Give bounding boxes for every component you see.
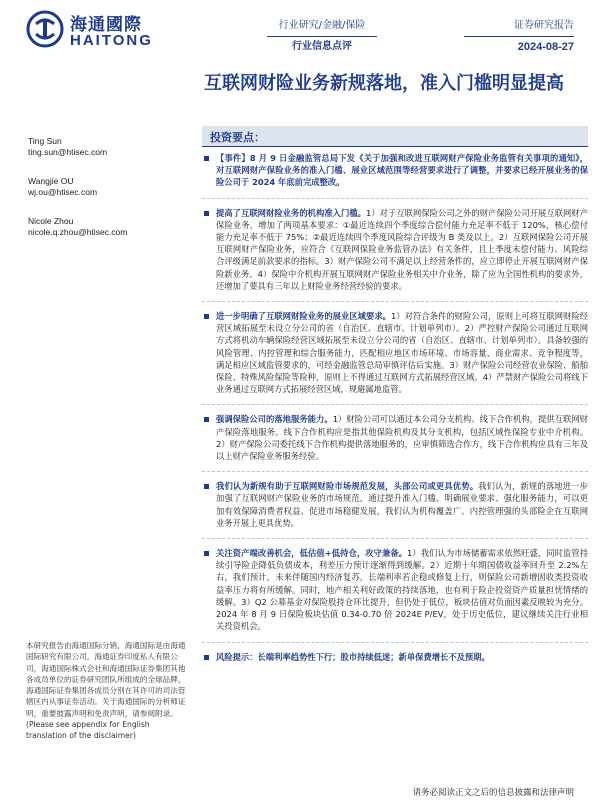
haitong-logo: [26, 8, 156, 58]
paragraph-lead: 强调保险公司的落地服务能力。: [216, 414, 333, 425]
report-category: 行业研究/金融/保险: [278, 20, 366, 31]
list-item: [202, 152, 588, 189]
list-item: [202, 207, 588, 292]
author-entry: [28, 136, 188, 158]
section-label: 投资要点：: [210, 131, 265, 144]
bullet-icon: [204, 551, 209, 556]
header-divider: [267, 36, 377, 37]
section-header: [202, 126, 588, 147]
paragraph-lead: 进一步明确了互联网财险业务的展业区域要求。: [216, 311, 392, 322]
divider: [202, 404, 588, 405]
author-email[interactable]: ting.sun@htisec.com: [28, 147, 108, 157]
report-date: 2024-08-27: [517, 41, 574, 53]
list-item: [202, 310, 588, 395]
bullet-icon: [204, 655, 209, 660]
footer-text: 请务必阅读正文之后的信息披露和法律声明: [412, 788, 574, 798]
header-divider: [464, 36, 574, 37]
paragraph-body: 1）对符合条件的财险公司，原则上可将互联网财险经营区域拓展至未设立分公司的省（自治区、直辖市、计划单列市）。2）严控财产保险公司通过互联网方式将机动车辆保险经营区域拓展至未设立分公司的省（自治区、直辖市、计划单列市）。具备较强的风险管理、内控管理和综合服务能力，匹配相应地区市场环境、市场容量、商业需求、竞争程度等，满足相应区域监管要求的，可经金融监管总局审慎评估后实施。3）财产保险公司经营农业保险、船舶保险、特殊风险保险等险种，原则上不得通过互联网方式拓展经营区域。4）严禁财产保险公司将线下业务通过互联网方式拓展经营区域，规避属地监管。: [216, 311, 588, 395]
bullet-icon: [204, 314, 209, 319]
bullet-icon: [204, 211, 209, 216]
report-label-block: [454, 18, 574, 55]
disclaimer-text: 本研究报告由海通国际分销，海通国际是由海通国际研究有限公司，海通证券印度私人有限公司，海通国际株式会社和海通国际证券集团其他各成员单位的证券研究团队所组成的全球品牌，海通国际证券集团各成员分别在其许可的司法管辖区内从事证券活动。关于海通国际的分析师证明，重要披露声明和免责声明，请参阅附录。(Please see appendix for English translation of the disclaimer): [26, 641, 186, 741]
bullet-icon: [204, 156, 209, 161]
author-email[interactable]: wj.ou@htisec.com: [28, 187, 98, 197]
author-name: Wangjie OU: [28, 176, 74, 186]
paragraph-body: 长端利率趋势性下行；股市持续低迷；新单保费增长不及预期。: [257, 651, 490, 662]
list-item: [202, 547, 588, 632]
author-email[interactable]: nicole.q.zhou@htisec.com: [28, 227, 128, 237]
paragraph-body: 1）我们认为市场储蓄需求依然旺盛，同时监管持续引导险企降低负债成本，利差压力预计逐渐得到缓解。2）近期十年期国债收益率回升至 2.2%左右，我们预计，未来伴随国内经济复苏，长端利率若企稳或修复上行，则保险公司新增固收类投资收益率压力将有所缓解。同时，地产相关利好政策的持续落地，也有利于险企投资资产质量担忧情绪的缓解。3）Q2 公募基金对保险股持仓环比提升，但仍处于低位，板块估值对负面因素反映较为充分。2024 年 8 月 9 日保险板块估值 0.34-0.70 倍 2024E P/EV，处于历史低位，建议继续关注行业相关投资机会。: [216, 548, 588, 632]
divider: [202, 301, 588, 302]
haitong-logo-icon: [26, 10, 64, 48]
divider: [202, 538, 588, 539]
paragraph-body: 我们认为，新规的落地进一步加强了互联网财产保险业务的市场规范，通过提升准入门槛、明确展业要求、强化服务能力，可以更加有效保障消费者权益、促进市场稳健发展，我们认为机构覆盖广、内控管理强的头部险企在互联网业务开展上更具优势。: [216, 481, 588, 528]
report-label: 证券研究报告: [514, 20, 574, 31]
author-entry: [28, 216, 188, 238]
report-header: [0, 0, 600, 64]
logo-cn-text: 海通國際: [70, 15, 142, 35]
author-entry: [28, 176, 188, 198]
report-body: [202, 152, 588, 672]
author-list: [28, 136, 188, 256]
paragraph-body: 1）财险公司可以通过本公司分支机构、线下合作机构，提供互联网财产保险落地服务。线下合作机构应是指其他保险机构及其分支机构，包括区域性保险专业中介机构。2）财产保险公司委托线下合作机构提供落地服务的，应审慎筛选合作方，线下合作机构应具有三年及以上财产保险业务服务经验。: [216, 414, 588, 462]
author-name: Ting Sun: [28, 136, 62, 146]
page-footer: [0, 784, 600, 800]
paragraph-lead: 【事件】8 月 9 日金融监管总局下发《关于加强和改进互联网财产保险业务监管有关事项的通知》，对互联网财产保险业务的准入门槛、展业区域范围等经营要求进行了调整，并要求已经开展业务的保险公司于 2024 年底前完成整改。: [216, 153, 588, 188]
paragraph-lead: 关注资产端改善机会，低估值+低持仓，攻守兼备。: [216, 548, 408, 559]
report-title: 互联网财险业务新规落地，准入门槛明显提高: [204, 73, 564, 94]
bullet-icon: [204, 484, 209, 489]
report-category-block: [262, 18, 382, 55]
list-item: [202, 480, 588, 529]
paragraph-lead: 我们认为新规有助于互联网财险市场规范发展，头部公司或更具优势。: [216, 481, 479, 492]
list-item: [202, 413, 588, 462]
paragraph-body: 1）对于互联网保险公司之外的财产保险公司开展互联网财产保险业务，增加了两项基本要求：①最近连续四个季度综合偿付能力充足率不低于 120%，核心偿付能力充足率不低于 75%；②最近连续四个季度风险综合评级为 B 类及以上。2）互联网保险公司开展互联网财产保险业务，应符合《互联网保险业务监管办法》有关条件，且上季度末偿付能力、风险综合评级满足前款要求的指标。3）财产保险公司不满足以上经营条件的，应立即停止开展互联网财产保险新业务。4）保险中介机构开展互联网财产保险业务相关中介业务，除了应为全国性机构的要求外，还增加了要具有三年以上财险业务经营经验的要求。: [216, 207, 589, 291]
bullet-icon: [204, 417, 209, 422]
divider: [202, 642, 588, 643]
list-item: [202, 651, 588, 663]
divider: [202, 198, 588, 199]
divider: [202, 471, 588, 472]
report-type: 行业信息点评: [292, 41, 352, 52]
paragraph-lead: 风险提示：: [216, 651, 258, 662]
logo-en-text: HAITONG: [70, 32, 153, 49]
paragraph-lead: 提高了互联网财险业务的机构准入门槛。: [216, 207, 367, 218]
author-name: Nicole Zhou: [28, 216, 74, 226]
